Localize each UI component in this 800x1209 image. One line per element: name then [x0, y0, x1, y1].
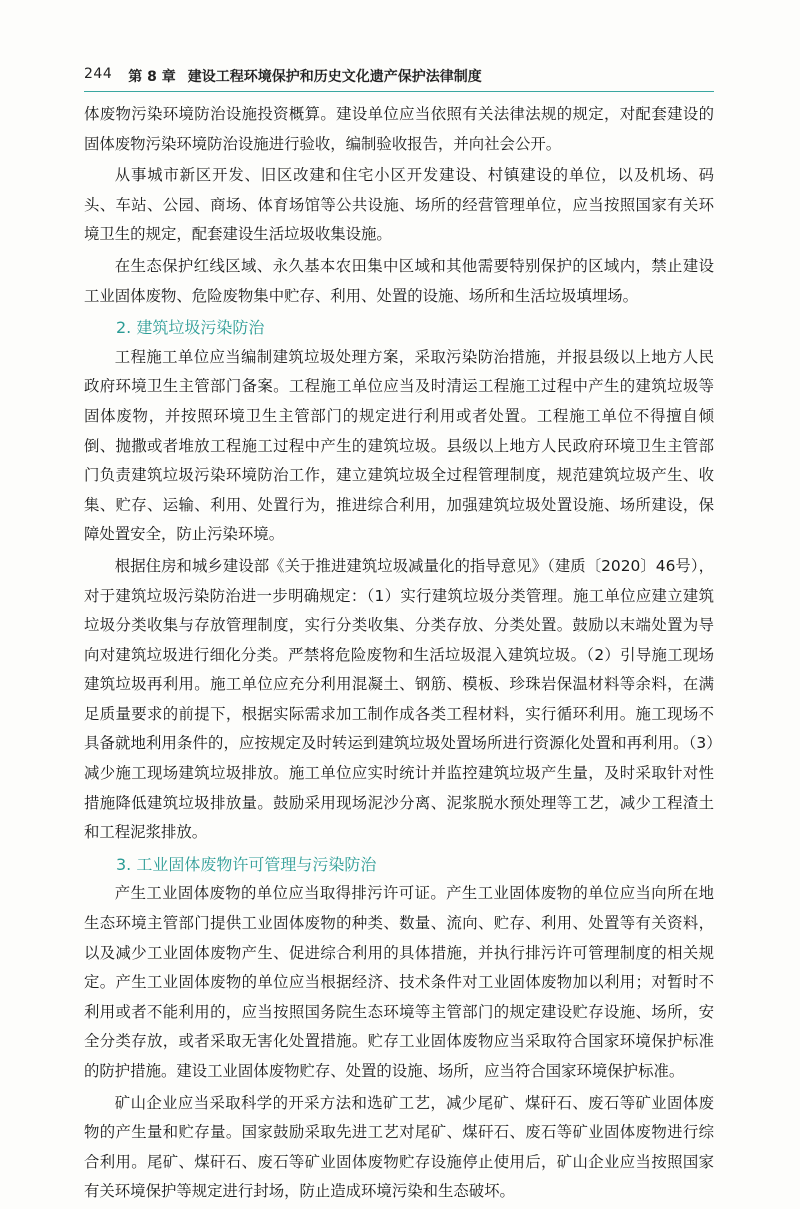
paragraph-continuation: 体废物污染环境防治设施投资概算。建设单位应当依照有关法律法规的规定，对配套建设的固体废物污染环境防治设施进行验收，编制验收报告，并向社会公开。	[84, 105, 714, 153]
chapter-title: 建设工程环境保护和历史文化遗产保护法律制度	[187, 69, 482, 85]
running-header	[84, 66, 714, 92]
paragraph-ecological-protection: 在生态保护红线区域、永久基本农田集中区域和其他需要特别保护的区域内，禁止建设工业固体废物、危险废物集中贮存、利用、处置的设施、场所和生活垃圾填埋场。	[84, 256, 714, 305]
paragraph-urban-development: 从事城市新区开发、旧区改建和住宅小区开发建设、村镇建设的单位，以及机场、码头、车站、公园、商场、体育场馆等公共设施、场所的经营管理单位，应当按照国家有关环境卫生的规定，配套建设生活垃圾收集设施。	[84, 166, 714, 244]
chapter-number: 第 8 章	[128, 69, 176, 85]
section-heading-industrial-waste: 3. 工业固体废物许可管理与污染防治	[116, 854, 377, 874]
header-divider	[84, 91, 714, 92]
paragraph-mohurd-guidance: 根据住房和城乡建设部《关于推进建筑垃圾减量化的指导意见》（建质〔2020〕46号），对于建筑垃圾污染防治进一步明确规定：（1）实行建筑垃圾分类管理。施工单位应建立建筑垃圾分类收集与存放管理制度，实行分类收集、分类存放、分类处置。鼓励以末端处置为导向对建筑垃圾进行细化分类。严禁将危险废物和生活垃圾混入建筑垃圾。（2）引导施工现场建筑垃圾再利用。施工单位应充分利用混凝土、钢筋、模板、珍珠岩保温材料等余料，在满足质量要求的前提下，根据实际需求加工制作成各类工程材料，实行循环利用。施工现场不具备就地利用条件的，应按规定及时转运到建筑垃圾处置场所进行资源化处置和再利用。（3）减少施工现场建筑垃圾排放。施工单位应实时统计并监控建筑垃圾产生量，及时采取针对性措施降低建筑垃圾排放量。鼓励采用现场泥沙分离、泥浆脱水预处理等工艺，减少工程渣土和工程泥浆排放。	[84, 556, 714, 842]
section-heading-construction-waste: 2. 建筑垃圾污染防治	[116, 318, 265, 338]
page-number: 244	[84, 66, 113, 82]
paragraph-construction-waste: 工程施工单位应当编制建筑垃圾处理方案，采取污染防治措施，并报县级以上地方人民政府环境卫生主管部门备案。工程施工单位应当及时清运工程施工过程中产生的建筑垃圾等固体废物，并按照环境卫生主管部门的规定进行利用或者处置。工程施工单位不得擅自倾倒、抛撒或者堆放工程施工过程中产生的建筑垃圾。县级以上地方人民政府环境卫生主管部门负责建筑垃圾污染环境防治工作，建立建筑垃圾全过程管理制度，规范建筑垃圾产生、收集、贮存、运输、利用、处置行为，推进综合利用，加强建筑垃圾处置设施、场所建设，保障处置安全，防止污染环境。	[84, 347, 714, 544]
page-body	[84, 100, 714, 1209]
paragraph-industrial-waste: 产生工业固体废物的单位应当取得排污许可证。产生工业固体废物的单位应当向所在地生态环境主管部门提供工业固体废物的种类、数量、流向、贮存、利用、处置等有关资料，以及减少工业固体废物产生、促进综合利用的具体措施，并执行排污许可管理制度的相关规定。产生工业固体废物的单位应当根据经济、技术条件对工业固体废物加以利用；对暂时不利用或者不能利用的，应当按照国务院生态环境等主管部门的规定建设贮存设施、场所，安全分类存放，或者采取无害化处置措施。贮存工业固体废物应当采取符合国家环境保护标准的防护措施。建设工业固体废物贮存、处置的设施、场所，应当符合国家环境保护标准。	[84, 884, 714, 1080]
paragraph-mining-waste: 矿山企业应当采取科学的开采方法和选矿工艺，减少尾矿、煤矸石、废石等矿业固体废物的产生量和贮存量。国家鼓励采取先进工艺对尾矿、煤矸石、废石等矿业固体废物进行综合利用。尾矿、煤矸石、废石等矿业固体废物贮存设施停止使用后，矿山企业应当按照国家有关环境保护等规定进行封场，防止造成环境污染和生态破坏。	[84, 1093, 714, 1201]
